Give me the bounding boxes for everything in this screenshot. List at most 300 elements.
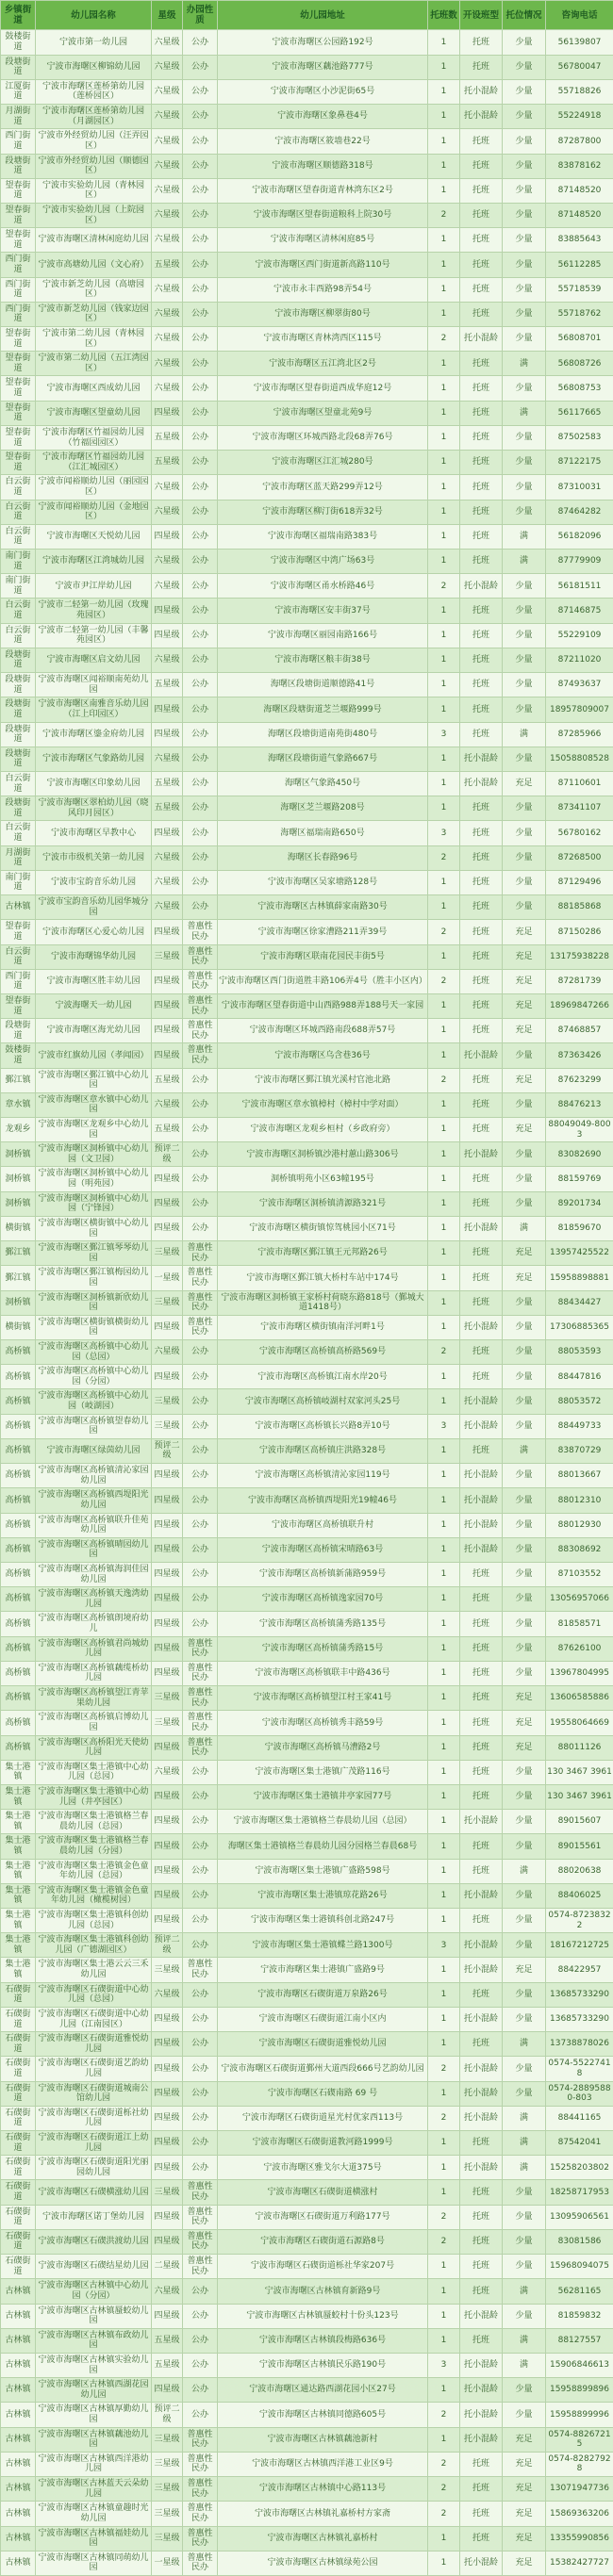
cell-nature: 公办 xyxy=(183,1760,218,1784)
cell-phone: 15906846613 xyxy=(546,2353,613,2377)
cell-class-type: 托班 xyxy=(460,1982,503,2007)
cell-phone: 88053593 xyxy=(546,1340,613,1365)
cell-star-level: 四星级 xyxy=(152,1315,183,1339)
cell-star-level: 四星级 xyxy=(152,1537,183,1562)
cell-star-level: 五星级 xyxy=(152,1068,183,1092)
cell-slot-status: 充足 xyxy=(503,2526,546,2551)
cell-nature: 公办 xyxy=(183,1414,218,1438)
table-row xyxy=(1,821,613,845)
table-row xyxy=(1,500,613,524)
table-body xyxy=(1,30,613,2576)
cell-township: 高桥镇 xyxy=(1,1513,36,1537)
cell-nature: 公办 xyxy=(183,2057,218,2081)
table-row xyxy=(1,2353,613,2377)
cell-star-level: 四星级 xyxy=(152,1019,183,1043)
cell-star-level: 四星级 xyxy=(152,697,183,722)
cell-township: 集士港镇 xyxy=(1,1909,36,1933)
cell-township: 高桥镇 xyxy=(1,1686,36,1711)
table-row xyxy=(1,2081,613,2106)
cell-class-type: 托班 xyxy=(460,425,503,450)
cell-class-type: 托小混龄 xyxy=(460,2378,503,2403)
cell-nature: 公办 xyxy=(183,771,218,796)
cell-nature: 公办 xyxy=(183,425,218,450)
table-row xyxy=(1,771,613,796)
cell-class-type: 托班 xyxy=(460,920,503,944)
table-row xyxy=(1,2205,613,2229)
cell-kindergarten-name: 宁波市海曙区石碶横涨幼儿园 xyxy=(36,2180,152,2205)
cell-star-level: 六星级 xyxy=(152,327,183,352)
cell-nature: 公办 xyxy=(183,30,218,55)
table-row xyxy=(1,993,613,1018)
header-phone: 咨询电话 xyxy=(546,1,613,30)
cell-phone: 13685733290 xyxy=(546,1982,613,2007)
cell-slot-status: 少量 xyxy=(503,1982,546,2007)
cell-slot-status: 充足 xyxy=(503,2551,546,2575)
cell-class-count: 1 xyxy=(428,105,460,129)
cell-phone: 89015607 xyxy=(546,1810,613,1834)
cell-star-level: 一星级 xyxy=(152,2551,183,2575)
cell-class-type: 托班 xyxy=(460,2255,503,2279)
cell-star-level: 六星级 xyxy=(152,352,183,376)
cell-address: 宁波市海曙区古林镇绿苑公园 xyxy=(218,2551,428,2575)
table-row xyxy=(1,1810,613,1834)
cell-class-count: 1 xyxy=(428,2032,460,2057)
cell-kindergarten-name: 宁波市海曙区胜丰幼儿园 xyxy=(36,969,152,993)
cell-township: 集士港镇 xyxy=(1,1859,36,1883)
cell-address: 宁波市海曙区高桥镇长兴路8弄10号 xyxy=(218,1414,428,1438)
table-row xyxy=(1,524,613,549)
cell-star-level: 四星级 xyxy=(152,2106,183,2130)
cell-star-level: 预评二级 xyxy=(152,1438,183,1463)
cell-nature: 公办 xyxy=(183,79,218,104)
cell-address: 海曙区段塘街道南苑街480号 xyxy=(218,722,428,747)
cell-kindergarten-name: 宁波市海曙区集士港镇科创幼儿园（总园） xyxy=(36,1909,152,1933)
cell-nature: 公办 xyxy=(183,1142,218,1167)
cell-class-count: 2 xyxy=(428,2452,460,2476)
table-header xyxy=(1,1,613,30)
cell-nature: 普惠性民办 xyxy=(183,2526,218,2551)
cell-kindergarten-name: 宁波市海曙区古林镇童趣时光幼儿园 xyxy=(36,2502,152,2526)
cell-nature: 普惠性民办 xyxy=(183,1711,218,1735)
cell-star-level: 三星级 xyxy=(152,1389,183,1414)
cell-slot-status: 充足 xyxy=(503,2477,546,2502)
cell-phone: 0574-87238322 xyxy=(546,1909,613,1933)
cell-phone: 89015561 xyxy=(546,1834,613,1859)
cell-class-type: 托小混龄 xyxy=(460,327,503,352)
cell-class-type: 托班 xyxy=(460,203,503,227)
cell-phone: 88441165 xyxy=(546,2106,613,2130)
table-row xyxy=(1,648,613,672)
cell-class-count: 1 xyxy=(428,1043,460,1068)
cell-class-count: 1 xyxy=(428,1241,460,1266)
cell-phone: 56281165 xyxy=(546,2279,613,2304)
cell-phone: 88422957 xyxy=(546,1958,613,1982)
cell-slot-status: 少量 xyxy=(503,105,546,129)
cell-nature: 公办 xyxy=(183,2131,218,2156)
cell-slot-status: 少量 xyxy=(503,2057,546,2081)
cell-kindergarten-name: 宁波市海曙区高桥镇西堤阳光幼儿园 xyxy=(36,1488,152,1513)
cell-class-type: 托小混龄 xyxy=(460,1216,503,1240)
cell-township: 高桥镇 xyxy=(1,1464,36,1488)
cell-slot-status: 充足 xyxy=(503,1711,546,1735)
cell-address: 宁波市海曙区石碶街道栎社华家207号 xyxy=(218,2255,428,2279)
cell-township: 古林镇 xyxy=(1,2378,36,2403)
cell-phone: 88447816 xyxy=(546,1365,613,1389)
cell-address: 宁波市海曙区象鼻巷4号 xyxy=(218,105,428,129)
cell-phone: 88012930 xyxy=(546,1513,613,1537)
cell-township: 横街镇 xyxy=(1,1315,36,1339)
cell-phone: 56112285 xyxy=(546,253,613,277)
cell-kindergarten-name: 宁波市海曙区古林镇福娃幼儿园 xyxy=(36,2526,152,2551)
cell-nature: 普惠性民办 xyxy=(183,2477,218,2502)
cell-class-type: 托班 xyxy=(460,623,503,648)
cell-address: 宁波市海曙区石碶南路 69 号 xyxy=(218,2081,428,2106)
cell-slot-status: 少量 xyxy=(503,673,546,697)
cell-class-count: 1 xyxy=(428,895,460,920)
cell-kindergarten-name: 宁波市闻裕顺幼儿园（金地园区） xyxy=(36,500,152,524)
cell-nature: 公办 xyxy=(183,500,218,524)
cell-kindergarten-name: 宁波市海曙区西成幼儿园 xyxy=(36,376,152,401)
cell-township: 白云街道 xyxy=(1,623,36,648)
cell-class-count: 1 xyxy=(428,1636,460,1661)
table-row xyxy=(1,1834,613,1859)
cell-star-level: 四星级 xyxy=(152,401,183,425)
cell-class-type: 托班 xyxy=(460,277,503,302)
table-row xyxy=(1,1686,613,1711)
cell-township: 石碶街道 xyxy=(1,2081,36,2106)
cell-kindergarten-name: 宁波市海曙区洞桥镇中心幼儿园（文卫园） xyxy=(36,1142,152,1167)
cell-star-level: 三星级 xyxy=(152,2477,183,2502)
cell-class-type: 托小混龄 xyxy=(460,1464,503,1488)
cell-address: 宁波市海曙区高桥镇蒲秀路15号 xyxy=(218,1636,428,1661)
cell-class-type: 托小混龄 xyxy=(460,79,503,104)
cell-address: 海曙区福瑞南路650号 xyxy=(218,821,428,845)
cell-township: 石碶街道 xyxy=(1,2229,36,2254)
cell-nature: 公办 xyxy=(183,524,218,549)
cell-address: 宁波市海曙区望春街道西成华庭12号 xyxy=(218,376,428,401)
cell-class-count: 1 xyxy=(428,648,460,672)
cell-phone: 83870729 xyxy=(546,1438,613,1463)
cell-address: 宁波市海曙区集士港镇广盛路9号 xyxy=(218,1958,428,1982)
cell-phone: 87285966 xyxy=(546,722,613,747)
cell-class-count: 1 xyxy=(428,1191,460,1216)
cell-class-count: 1 xyxy=(428,1958,460,1982)
cell-star-level: 三星级 xyxy=(152,1686,183,1711)
cell-kindergarten-name: 宁波市海曙区集士港镇科创幼儿园（广德湖园区） xyxy=(36,1933,152,1958)
cell-class-count: 1 xyxy=(428,1810,460,1834)
table-row xyxy=(1,2180,613,2205)
cell-star-level: 六星级 xyxy=(152,550,183,574)
cell-phone: 87341107 xyxy=(546,796,613,821)
cell-phone: 88308692 xyxy=(546,1537,613,1562)
cell-slot-status: 少量 xyxy=(503,154,546,178)
cell-township: 江厦街道 xyxy=(1,79,36,104)
cell-slot-status: 少量 xyxy=(503,1587,546,1612)
cell-phone: 87129496 xyxy=(546,870,613,894)
cell-class-type: 托小混龄 xyxy=(460,1389,503,1414)
cell-phone: 83082690 xyxy=(546,1142,613,1167)
cell-phone: 56181511 xyxy=(546,574,613,599)
cell-slot-status: 少量 xyxy=(503,870,546,894)
cell-class-type: 托班 xyxy=(460,500,503,524)
cell-nature: 公办 xyxy=(183,2106,218,2130)
cell-address: 洞桥镇明苑小区63幢195号 xyxy=(218,1167,428,1191)
cell-kindergarten-name: 宁波市海曙区集士港云云三禾幼儿园 xyxy=(36,1958,152,1982)
cell-kindergarten-name: 宁波市实验幼儿园（青林园区） xyxy=(36,178,152,203)
cell-star-level: 三星级 xyxy=(152,2427,183,2452)
cell-address: 宁波市海曙区古林镇薛家南路30号 xyxy=(218,895,428,920)
cell-township: 白云街道 xyxy=(1,944,36,969)
cell-address: 宁波市海曙区石碶街道万利路177号 xyxy=(218,2205,428,2229)
cell-township: 石碶街道 xyxy=(1,2106,36,2130)
table-row xyxy=(1,944,613,969)
cell-address: 宁波市海曙区集士港镇蝶兰路1300号 xyxy=(218,1933,428,1958)
cell-star-level: 预评二级 xyxy=(152,1142,183,1167)
cell-township: 洞桥镇 xyxy=(1,1142,36,1167)
table-row xyxy=(1,352,613,376)
cell-class-type: 托班 xyxy=(460,2131,503,2156)
cell-star-level: 四星级 xyxy=(152,969,183,993)
cell-phone: 55224918 xyxy=(546,105,613,129)
cell-township: 南门街道 xyxy=(1,574,36,599)
cell-nature: 公办 xyxy=(183,1784,218,1809)
cell-star-level: 六星级 xyxy=(152,154,183,178)
cell-class-type: 托班 xyxy=(460,1438,503,1463)
cell-class-type: 托小混龄 xyxy=(460,2106,503,2130)
table-row xyxy=(1,2007,613,2031)
cell-kindergarten-name: 宁波市海曙区竹福园幼儿园（竹福园园区） xyxy=(36,425,152,450)
cell-slot-status: 充足 xyxy=(503,1735,546,1760)
table-row xyxy=(1,1784,613,1809)
table-row xyxy=(1,673,613,697)
cell-class-count: 2 xyxy=(428,2106,460,2130)
header-class-count: 托班数 xyxy=(428,1,460,30)
cell-address: 宁波市海曙区石碶街道鄞州大道西段666号艺韵幼儿园 xyxy=(218,2057,428,2081)
cell-township: 古林镇 xyxy=(1,2403,36,2427)
cell-address: 宁波市海曙区高桥镇蒲秀路135号 xyxy=(218,1612,428,1636)
cell-address: 宁波市海曙区高桥镇西堤阳光19幢46号 xyxy=(218,1488,428,1513)
cell-phone: 87542041 xyxy=(546,2131,613,2156)
cell-township: 望春街道 xyxy=(1,228,36,253)
cell-star-level: 六星级 xyxy=(152,129,183,154)
cell-slot-status: 少量 xyxy=(503,1537,546,1562)
cell-class-count: 1 xyxy=(428,2007,460,2031)
cell-phone: 88434427 xyxy=(546,1290,613,1315)
cell-class-count: 1 xyxy=(428,1142,460,1167)
cell-township: 白云街道 xyxy=(1,599,36,623)
cell-class-type: 托班 xyxy=(460,2180,503,2205)
cell-slot-status: 少量 xyxy=(503,1092,546,1117)
cell-phone: 87211020 xyxy=(546,648,613,672)
cell-class-count: 1 xyxy=(428,1389,460,1414)
cell-township: 望春街道 xyxy=(1,327,36,352)
cell-phone: 0574-82827928 xyxy=(546,2452,613,2476)
cell-star-level: 预评二级 xyxy=(152,1933,183,1958)
cell-class-count: 1 xyxy=(428,1118,460,1142)
cell-class-type: 托小混龄 xyxy=(460,574,503,599)
cell-class-type: 托班 xyxy=(460,475,503,500)
cell-class-type: 托小混龄 xyxy=(460,105,503,129)
cell-slot-status: 少量 xyxy=(503,1043,546,1068)
table-row xyxy=(1,154,613,178)
cell-slot-status: 满 xyxy=(503,2353,546,2377)
cell-class-count: 1 xyxy=(428,1513,460,1537)
cell-star-level: 六星级 xyxy=(152,2279,183,2304)
cell-phone: 56139807 xyxy=(546,30,613,55)
cell-star-level: 四星级 xyxy=(152,1191,183,1216)
cell-slot-status: 充足 xyxy=(503,1686,546,1711)
cell-kindergarten-name: 宁波市海曙区印象幼儿园 xyxy=(36,771,152,796)
cell-township: 古林镇 xyxy=(1,2279,36,2304)
cell-kindergarten-name: 宁波市海曙区洞桥镇新欣幼儿园 xyxy=(36,1290,152,1315)
cell-class-type: 托班 xyxy=(460,154,503,178)
cell-township: 西门街道 xyxy=(1,277,36,302)
cell-slot-status: 少量 xyxy=(503,79,546,104)
cell-class-count: 1 xyxy=(428,1711,460,1735)
cell-address: 海曙区长春路96号 xyxy=(218,845,428,870)
cell-class-count: 1 xyxy=(428,2279,460,2304)
cell-star-level: 四星级 xyxy=(152,1661,183,1685)
cell-township: 高桥镇 xyxy=(1,1612,36,1636)
cell-kindergarten-name: 宁波市实验幼儿园（上院园区） xyxy=(36,203,152,227)
cell-township: 段塘街道 xyxy=(1,673,36,697)
cell-nature: 公办 xyxy=(183,697,218,722)
cell-phone: 88012310 xyxy=(546,1488,613,1513)
cell-star-level: 五星级 xyxy=(152,673,183,697)
cell-township: 段塘街道 xyxy=(1,55,36,79)
cell-township: 白云街道 xyxy=(1,500,36,524)
cell-kindergarten-name: 宁波市海曙区石碶街道阳光丽园幼儿园 xyxy=(36,2156,152,2180)
cell-nature: 公办 xyxy=(183,302,218,326)
table-row xyxy=(1,1043,613,1068)
cell-address: 宁波市海曙区古林镇礼嘉桥村 xyxy=(218,2526,428,2551)
table-row xyxy=(1,1537,613,1562)
cell-township: 高桥镇 xyxy=(1,1365,36,1389)
table-row xyxy=(1,697,613,722)
table-row xyxy=(1,1711,613,1735)
cell-address: 宁波市海曙区石碶街道教河路1999号 xyxy=(218,2131,428,2156)
cell-class-type: 托班 xyxy=(460,2477,503,2502)
cell-slot-status: 充足 xyxy=(503,2452,546,2476)
header-class-type: 开设班型 xyxy=(460,1,503,30)
cell-nature: 普惠性民办 xyxy=(183,969,218,993)
cell-nature: 公办 xyxy=(183,673,218,697)
cell-phone: 88020638 xyxy=(546,1859,613,1883)
cell-nature: 普惠性民办 xyxy=(183,2229,218,2254)
cell-township: 石碶街道 xyxy=(1,2205,36,2229)
cell-class-count: 1 xyxy=(428,401,460,425)
cell-phone: 18258717953 xyxy=(546,2180,613,2205)
cell-star-level: 五星级 xyxy=(152,1118,183,1142)
cell-star-level: 三星级 xyxy=(152,1290,183,1315)
cell-class-type: 托班 xyxy=(460,1241,503,1266)
cell-nature: 公办 xyxy=(183,1883,218,1908)
cell-slot-status: 充足 xyxy=(503,1068,546,1092)
cell-class-type: 托班 xyxy=(460,969,503,993)
table-row xyxy=(1,129,613,154)
cell-nature: 公办 xyxy=(183,550,218,574)
cell-kindergarten-name: 宁波市海曙区章水镇中心幼儿园 xyxy=(36,1092,152,1117)
cell-class-type: 托班 xyxy=(460,722,503,747)
table-row xyxy=(1,1290,613,1315)
cell-star-level: 三星级 xyxy=(152,1958,183,1982)
cell-slot-status: 少量 xyxy=(503,1340,546,1365)
cell-slot-status: 少量 xyxy=(503,821,546,845)
cell-star-level: 四星级 xyxy=(152,1909,183,1933)
cell-township: 鼓楼街道 xyxy=(1,30,36,55)
cell-class-type: 托班 xyxy=(460,550,503,574)
cell-star-level: 六星级 xyxy=(152,895,183,920)
cell-class-type: 托班 xyxy=(460,1686,503,1711)
cell-class-type: 托班 xyxy=(460,524,503,549)
cell-kindergarten-name: 宁波市海曙区莲桥第幼儿园（月湖园区） xyxy=(36,105,152,129)
cell-slot-status: 少量 xyxy=(503,30,546,55)
cell-kindergarten-name: 宁波市海曙区心爱心幼儿园 xyxy=(36,920,152,944)
header-address: 幼儿园地址 xyxy=(218,1,428,30)
cell-phone: 88476213 xyxy=(546,1092,613,1117)
cell-class-count: 1 xyxy=(428,1760,460,1784)
cell-class-type: 托班 xyxy=(460,1859,503,1883)
table-row xyxy=(1,2551,613,2575)
cell-slot-status: 满 xyxy=(503,1438,546,1463)
cell-township: 洞桥镇 xyxy=(1,1290,36,1315)
cell-class-type: 托小混龄 xyxy=(460,2156,503,2180)
cell-class-count: 1 xyxy=(428,550,460,574)
cell-nature: 公办 xyxy=(183,1389,218,1414)
cell-phone: 13957425522 xyxy=(546,1241,613,1266)
cell-star-level: 四星级 xyxy=(152,1735,183,1760)
cell-township: 高桥镇 xyxy=(1,1735,36,1760)
cell-star-level: 四星级 xyxy=(152,2229,183,2254)
cell-class-count: 1 xyxy=(428,944,460,969)
cell-address: 海曙区段塘街道芝兰堰路999号 xyxy=(218,697,428,722)
cell-class-type: 托小混龄 xyxy=(460,2353,503,2377)
table-row xyxy=(1,1760,613,1784)
cell-class-count: 1 xyxy=(428,1587,460,1612)
cell-star-level: 四星级 xyxy=(152,2205,183,2229)
cell-kindergarten-name: 宁波市海曙区集士港镇金色童年幼儿园（橄榄树园） xyxy=(36,1883,152,1908)
cell-class-type: 托小混龄 xyxy=(460,2427,503,2452)
cell-star-level: 三星级 xyxy=(152,944,183,969)
cell-class-type: 托班 xyxy=(460,1760,503,1784)
cell-class-type: 托班 xyxy=(460,895,503,920)
cell-star-level: 六星级 xyxy=(152,870,183,894)
cell-class-type: 托班 xyxy=(460,1834,503,1859)
cell-kindergarten-name: 宁波市外经贸幼儿园（顺德园区） xyxy=(36,154,152,178)
table-row xyxy=(1,302,613,326)
cell-slot-status: 少量 xyxy=(503,1636,546,1661)
cell-slot-status: 少量 xyxy=(503,1365,546,1389)
table-row xyxy=(1,203,613,227)
table-row xyxy=(1,2477,613,2502)
cell-slot-status: 少量 xyxy=(503,1760,546,1784)
cell-star-level: 六星级 xyxy=(152,302,183,326)
table-row xyxy=(1,1241,613,1266)
cell-address: 宁波市海曙区高桥镇庄洪路328号 xyxy=(218,1438,428,1463)
cell-kindergarten-name: 宁波市海曙区古林镇藕池幼儿园 xyxy=(36,2427,152,2452)
table-row xyxy=(1,1068,613,1092)
cell-class-type: 托班 xyxy=(460,1735,503,1760)
header-row xyxy=(1,1,613,30)
cell-kindergarten-name: 宁波市海曙区古林蓝天云朵幼儿园 xyxy=(36,2477,152,2502)
cell-phone: 81859832 xyxy=(546,2304,613,2328)
table-row xyxy=(1,2328,613,2353)
table-row xyxy=(1,2502,613,2526)
cell-township: 段塘街道 xyxy=(1,648,36,672)
table-row xyxy=(1,2156,613,2180)
cell-phone: 81859670 xyxy=(546,1216,613,1240)
table-row xyxy=(1,401,613,425)
